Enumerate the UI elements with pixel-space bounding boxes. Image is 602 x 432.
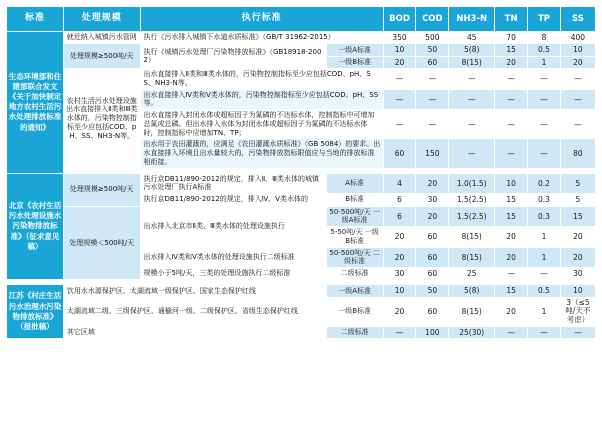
value-tp: 0.5 [528, 285, 561, 297]
value-ss: 3（≤5吨/天不考虑） [560, 297, 595, 326]
value-ss: 10 [560, 44, 595, 56]
value-tn: 20 [495, 56, 528, 68]
grade-cell: 二级标准 [326, 268, 383, 280]
value-bod: 6 [383, 194, 416, 206]
value-bod: 10 [383, 44, 416, 56]
value-tp: — [528, 326, 561, 338]
header-standard: 标准 [7, 7, 64, 32]
value-tp: — [528, 110, 561, 139]
grade-cell: 一级A标准 [326, 44, 383, 56]
value-tn: 70 [495, 32, 528, 44]
value-ss: 20 [560, 56, 595, 68]
scale-cell: 处理规模＜500吨/天 [63, 206, 140, 280]
value-bod: — [383, 69, 416, 90]
execution-cell: 执行《城镇污水处理厂污染物排放标准》（GB18918-2002） [140, 44, 326, 69]
value-tp: 8 [528, 32, 561, 44]
value-bod: 20 [383, 297, 416, 326]
header-nh3n: NH3-N [449, 7, 495, 32]
value-nh3n: 25 [449, 268, 495, 280]
scale-cell: 就近纳入城镇污水管网 [63, 32, 140, 44]
value-nh3n: 5(8) [449, 44, 495, 56]
group-label-jiangsu: 江苏《村庄生活污水治理水污染物排放标准》（报批稿） [7, 285, 64, 339]
table-row [7, 297, 596, 326]
execution-cell: 出水排入北京市Ⅱ类、Ⅲ类水体的处理设施执行 [140, 206, 326, 247]
value-cod: 50 [416, 285, 449, 297]
value-tp: 0.2 [528, 173, 561, 194]
value-nh3n: 25(30) [449, 326, 495, 338]
value-nh3n: — [449, 89, 495, 110]
value-tp: — [528, 69, 561, 90]
execution-cell: 出水直接排入封闭水体或超标因子为氮磷的不达标水体，控制指标中可增加总氮或总磷。但出水排入水体为封闭水体或超标因子为氮磷的不达标水体时，控制指标中应增加TN、TP； [140, 110, 383, 139]
value-cod: 150 [416, 139, 449, 168]
value-cod: 500 [416, 32, 449, 44]
value-tp: — [528, 89, 561, 110]
value-nh3n: 45 [449, 32, 495, 44]
grade-label: 一级B标准 [345, 228, 379, 245]
value-tn: 20 [495, 247, 528, 268]
table-header-row [7, 7, 596, 32]
table-row [7, 173, 596, 194]
scale-cell: 农村生活污水处理设施出水直接排入Ⅱ类和Ⅲ类水体的，污染物控制指标至少应包括COD、pH、SS、NH3-N等。 [63, 69, 140, 169]
execution-cell: 执行《污水排入城镇下水道水质标准》（GB/T 31962-2015） [140, 32, 383, 44]
execution-cell: 出水直接排入Ⅳ类和Ⅴ类水体的，污染物控制指标至少应包括COD、pH、SS等。 [140, 89, 383, 110]
value-nh3n: 8(15) [449, 227, 495, 248]
value-cod: — [416, 89, 449, 110]
value-nh3n: — [449, 110, 495, 139]
value-cod: 100 [416, 326, 449, 338]
grade-scale-sub: 50-500吨/天 [329, 248, 371, 257]
grade-cell: 二级标准 [326, 326, 383, 338]
value-cod: — [416, 110, 449, 139]
value-cod: 20 [416, 173, 449, 194]
value-tn: — [495, 268, 528, 280]
value-ss: 30 [560, 268, 595, 280]
value-tp: 1 [528, 56, 561, 68]
value-tn: — [495, 326, 528, 338]
value-bod: 20 [383, 227, 416, 248]
execution-cell: 执行京DB11/890-2012的规定，排入Ⅳ、Ⅴ类水体的 [140, 194, 326, 206]
value-bod: 6 [383, 206, 416, 227]
table-row [7, 44, 596, 56]
execution-cell: 出水直接排入Ⅱ类和Ⅲ类水体的，污染物控制指标至少应包括COD、pH、SS、NH3-N等。 [140, 69, 383, 90]
value-nh3n: 8(15) [449, 56, 495, 68]
grade-cell [326, 227, 383, 248]
value-cod: 20 [416, 206, 449, 227]
value-cod: 60 [416, 227, 449, 248]
value-bod: 4 [383, 173, 416, 194]
grade-cell: 一级B标准 [326, 297, 383, 326]
value-ss: 400 [560, 32, 595, 44]
grade-cell: 一级A标准 [326, 285, 383, 297]
grade-label: 二级标准 [344, 248, 380, 266]
header-tn: TN [495, 7, 528, 32]
value-tn: — [495, 89, 528, 110]
execution-cell: 太湖流域二级、三级保护区、通榆河一级、二级保护区、省级生态保护红线 [63, 297, 326, 326]
value-nh3n: — [449, 69, 495, 90]
value-tp: — [528, 268, 561, 280]
table-row [7, 32, 596, 44]
value-bod: 20 [383, 56, 416, 68]
grade-scale-sub: 50-500吨/天 [329, 207, 371, 216]
value-bod: — [383, 89, 416, 110]
value-tn: 20 [495, 297, 528, 326]
standards-table [6, 6, 596, 339]
value-tp: 0.3 [528, 206, 561, 227]
value-nh3n: — [449, 139, 495, 168]
value-cod: — [416, 69, 449, 90]
value-bod: 10 [383, 285, 416, 297]
value-nh3n: 8(15) [449, 297, 495, 326]
value-nh3n: 5(8) [449, 285, 495, 297]
value-bod: — [383, 326, 416, 338]
value-ss: 15 [560, 206, 595, 227]
execution-cell: 规模小于5吨/天，三类的处理设施执行二级标准 [140, 268, 326, 280]
value-ss: 20 [560, 247, 595, 268]
value-cod: 30 [416, 194, 449, 206]
execution-cell: 其它区域 [63, 326, 326, 338]
value-bod: 60 [383, 139, 416, 168]
header-bod: BOD [383, 7, 416, 32]
value-tn: 20 [495, 227, 528, 248]
value-ss: — [560, 89, 595, 110]
execution-cell: 饮用水水源保护区、太湖流域一级保护区、国家生态保护红线 [63, 285, 326, 297]
header-tp: TP [528, 7, 561, 32]
value-ss: 5 [560, 173, 595, 194]
table-row [7, 206, 596, 227]
grade-cell [326, 206, 383, 227]
scale-cell: 处理规模≥500吨/天 [63, 44, 140, 69]
value-ss: 20 [560, 227, 595, 248]
value-nh3n: 8(15) [449, 247, 495, 268]
value-tn: 15 [495, 194, 528, 206]
grade-label: 一级A标准 [341, 207, 380, 225]
value-tp: 0.3 [528, 194, 561, 206]
value-cod: 60 [416, 56, 449, 68]
header-cod: COD [416, 7, 449, 32]
execution-cell: 出水排入Ⅳ类和Ⅴ类水体的处理设施执行二级标准 [140, 247, 326, 268]
grade-cell: B标准 [326, 194, 383, 206]
value-tp: 0.5 [528, 44, 561, 56]
value-ss: 5 [560, 194, 595, 206]
grade-cell: A标准 [326, 173, 383, 194]
value-ss: 10 [560, 285, 595, 297]
value-nh3n: 1.5(2.5) [449, 206, 495, 227]
grade-cell [326, 247, 383, 268]
table-row [7, 326, 596, 338]
execution-cell: 执行京DB11/890-2012的规定，排入Ⅱ、Ⅲ类水体的城镇污水处理厂执行A标准 [140, 173, 326, 194]
value-tn: — [495, 69, 528, 90]
value-tn: — [495, 139, 528, 168]
value-tn: 15 [495, 44, 528, 56]
grade-cell: 一级B标准 [326, 56, 383, 68]
value-ss: — [560, 110, 595, 139]
value-tp: 1 [528, 227, 561, 248]
value-tn: 15 [495, 285, 528, 297]
value-bod: 20 [383, 247, 416, 268]
value-nh3n: 1.5(2.5) [449, 194, 495, 206]
group-label-beijing: 北京《农村生活污水处理设施水污染物排放标准》（征求意见稿） [7, 173, 64, 280]
value-tp: 1 [528, 247, 561, 268]
value-cod: 60 [416, 297, 449, 326]
execution-cell: 出水用于农田灌溉的，应满足《农田灌溉水质标准》（GB 5084）的要求。出水直接排入环境且出水量较大的，污染物排放指标限值应与当地的排放标准相衔接。 [140, 139, 383, 168]
table-row [7, 69, 596, 90]
value-tn: — [495, 110, 528, 139]
value-nh3n: 1.0(1.5) [449, 173, 495, 194]
table-row [7, 285, 596, 297]
value-bod: 350 [383, 32, 416, 44]
value-cod: 60 [416, 268, 449, 280]
grade-scale-sub: 5-50吨/天 [330, 228, 363, 236]
value-cod: 60 [416, 247, 449, 268]
value-bod: 30 [383, 268, 416, 280]
scale-cell: 处理规模≥500吨/天 [63, 173, 140, 206]
value-cod: 50 [416, 44, 449, 56]
value-bod: — [383, 110, 416, 139]
value-tp: 1 [528, 297, 561, 326]
value-tp: — [528, 139, 561, 168]
value-ss: — [560, 326, 595, 338]
value-tn: 15 [495, 206, 528, 227]
value-ss: — [560, 69, 595, 90]
header-ss: SS [560, 7, 595, 32]
value-ss: 80 [560, 139, 595, 168]
header-execution: 执行标准 [140, 7, 383, 32]
value-tn: 10 [495, 173, 528, 194]
group-label-moee: 生态环境部和住建部联合发文《关于加快制定地方农村生活污水处理排放标准的通知》 [7, 32, 64, 174]
header-scale: 处理规模 [63, 7, 140, 32]
